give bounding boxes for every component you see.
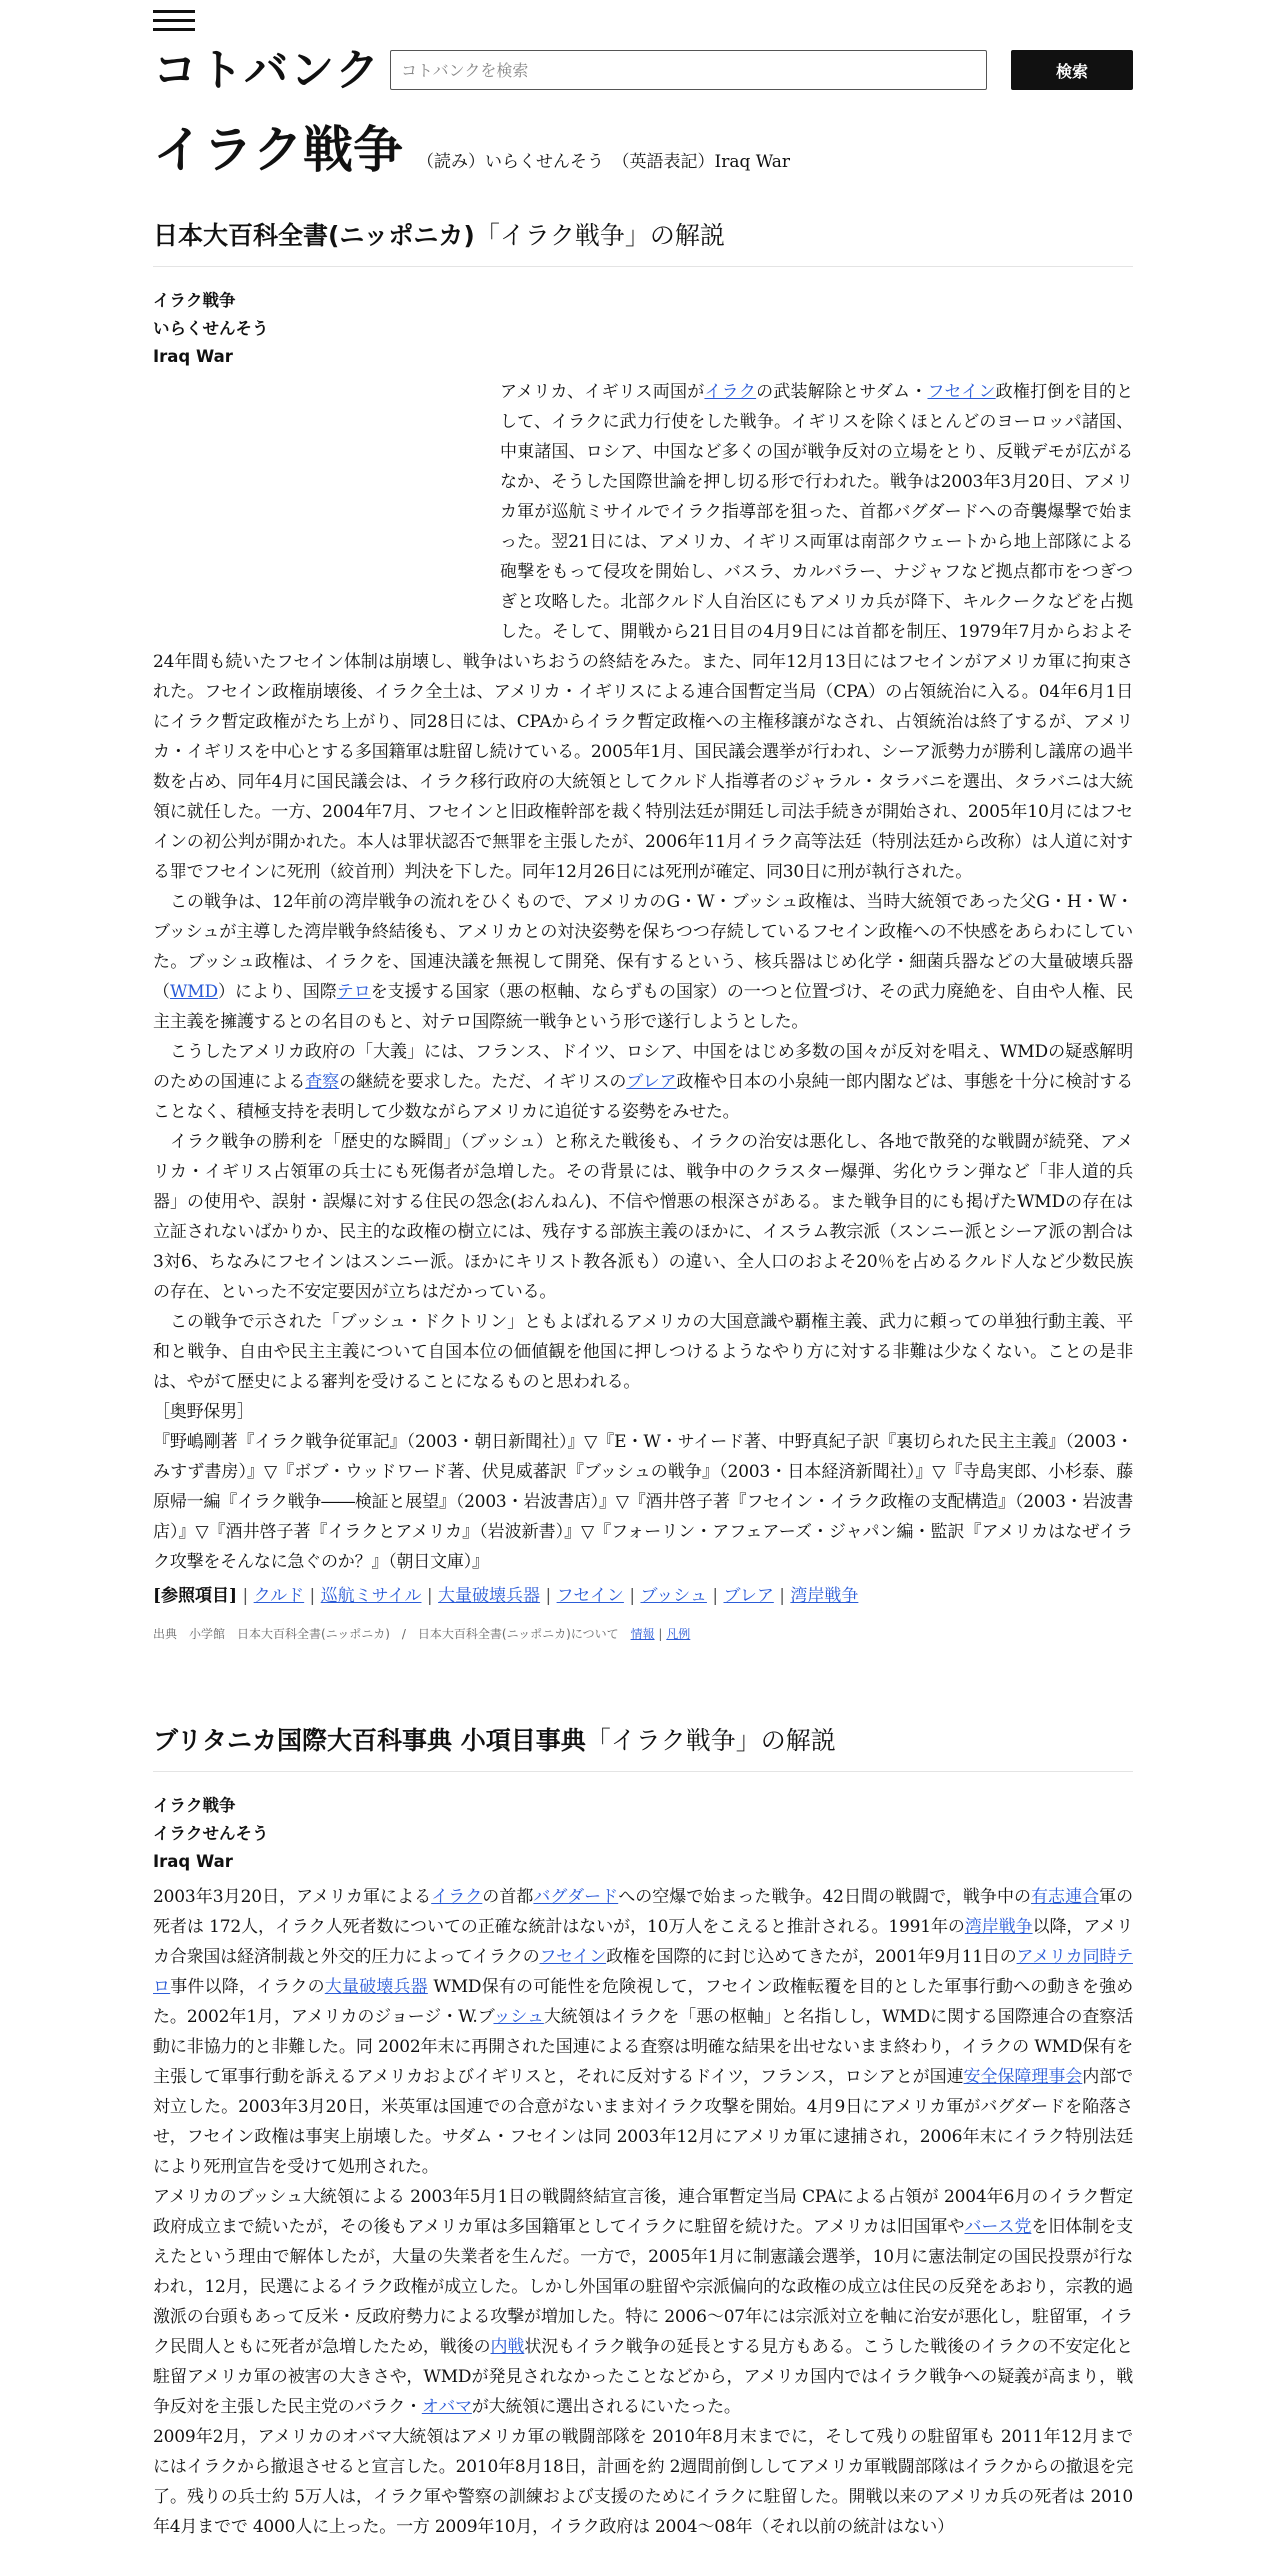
inline-link[interactable]: 査察 xyxy=(305,1072,340,1092)
link-separator: | xyxy=(242,1586,254,1606)
inline-link[interactable]: 内戦 xyxy=(490,2337,525,2357)
link-separator: | xyxy=(623,1586,641,1606)
entry-heading-line: イラク戦争 xyxy=(153,1796,236,1815)
text-run: 軍の死者は 172人，イラク人死者数についての正確な統計はないが，10万人をこえると推計される。1991年の xyxy=(153,1887,1133,1937)
text-run: 以降，アメリカ合衆国は経済制裁と外交的圧力によってイラクの xyxy=(153,1917,1133,1967)
related-item-link[interactable]: フセイン xyxy=(556,1586,624,1606)
text-run: 2003年3月20日，アメリカ軍による xyxy=(153,1887,432,1907)
text-run: この戦争は、12年前の湾岸戦争の流れをひくもので、アメリカのG・W・ブッシュ政権は、当時大統領であった父G・H・W・ブッシュが主導した湾岸戦争終結後も、アメリカとの対決姿勢を保ちつつ存続しているフセイン政権への不快感をあらわにしていた。ブッシュ政権は、イラクを、国連決議を無視して開発、保有するという、核兵器はじめ化学・細菌兵器などの大量破壊兵器（ xyxy=(153,892,1133,1002)
text-run: こうしたアメリカ政府の「大義」には、フランス、ドイツ、ロシア、中国をはじめ多数の国々が反対を唱え、WMDの疑惑解明のための国連による xyxy=(153,1042,1133,1092)
paragraph xyxy=(153,2182,1133,2422)
related-item-link[interactable]: クルド xyxy=(253,1586,305,1606)
related-items xyxy=(153,1581,1133,1611)
inline-link[interactable]: アメリカ同時テロ xyxy=(153,1947,1133,1997)
text-run: この戦争で示された「ブッシュ・ドクトリン」ともよばれるアメリカの大国意識や覇権主義、武力に頼っての単独行動主義、平和と戦争、自由や民主主義について自国本位の価値観を他国に押しつけるようなやり方に対する非難は少なくない。ことの是非は、やがて歴史による審判を受けることになるものと思われる。 xyxy=(153,1312,1133,1392)
text-run: 政権を国際的に封じ込めてきたが，2001年9月11日の xyxy=(606,1947,1017,1967)
source-text: 出典 小学館 日本大百科全書(ニッポニカ) / 日本大百科全書(ニッポニカ)について xyxy=(153,1627,631,1641)
paragraph xyxy=(153,2422,1133,2542)
link-separator: | xyxy=(304,1586,321,1606)
text-run: 大統領はイラクを「悪の枢軸」と名指しし，WMDに関する国際連合の査察活動に非協力的と非難した。同 2002年末に再開された国連による査察は明確な結果を出せないまま終わり，イラクの WMD保有を主張して軍事行動を訴えるアメリカおよびイギリスと，それに反対するドイツ，フランス，ロシアとが国連 xyxy=(153,2007,1133,2087)
paragraph xyxy=(153,1307,1133,1397)
related-items-label: [参照項目] xyxy=(153,1586,238,1606)
text-run: 政権打倒を目的として、イラクに武力行使をした戦争。イギリスを除くほとんどのヨーロッパ諸国、中東諸国、ロシア、中国など多くの国が戦争反対の立場をとり、反戦デモが広がるなか、そうした国際世論を押し切る形で行われた。戦争は2003年3月20日、アメリカ軍が巡航ミサイルでイラク指導部を狙った、首都バグダードへの奇襲爆撃で始まった。翌21日には、アメリカ、イギリス両軍は南部クウェートから地上部隊による砲撃をもって侵攻を開始し、バスラ、カルバラー、ナジャフなど拠点都市をつぎつぎと攻略した。北部クルド人自治区にもアメリカ兵が降下、キルクークなどを占拠した。そして、開戦から21日目の4月9日には首都を制圧、1979年7月からおよそ24年間も続いたフセイン体制は崩壊し、戦争はいちおうの終結をみた。また、同年12月13日にはフセインがアメリカ軍に拘束された。フセイン政権崩壊後、イラク全土は、アメリカ・イギリスによる連合国暫定当局（CPA）の占領統治に入る。04年6月1日にイラク暫定政権がたち上がり、同28日には、CPAからイラク暫定政権への主権移譲がなされ、占領統治は終了するが、アメリカ・イギリスを中心とする多国籍軍は駐留し続けている。2005年1月、国民議会選挙が行われ、シーア派勢力が勝利し議席の過半数を占め、同年4月に国民議会は、イラク移行政府の大統領としてクルド人指導者のジャラル・タラバニを選出、タラバニは大統領に就任した。一方、2004年7月、フセインと旧政権幹部を裁く特別法廷が開廷し司法手続きが開始され、2005年10月にはフセインの初公判が開かれた。本人は罪状認否で無罪を主張したが、2006年11月イラク高等法廷（特別法廷から改称）は人道に対する罪でフセインに死刑（絞首刑）判決を下した。同年12月26日には死刑が確定、同30日に刑が執行された。 xyxy=(153,382,1134,882)
inline-link[interactable]: イラク xyxy=(704,382,757,402)
section-title-source: ブリタニカ国際大百科事典 小項目事典 xyxy=(153,1726,586,1755)
text-run: 事件以降，イラクの xyxy=(170,1977,325,1997)
text-run: の武装解除とサダム・ xyxy=(756,382,928,402)
entry-heading-line: Iraq War xyxy=(153,347,233,366)
related-item-link[interactable]: ブッシュ xyxy=(640,1586,707,1606)
inline-link[interactable]: WMD xyxy=(169,982,218,1002)
search-button[interactable]: 検索 xyxy=(1011,50,1133,90)
divider xyxy=(153,266,1133,267)
inline-link[interactable]: ブレア xyxy=(626,1072,677,1092)
inline-link[interactable]: バグダード xyxy=(533,1887,619,1907)
text-run: ）により、国際 xyxy=(217,982,337,1002)
entry-heading-line: いらくせんそう xyxy=(153,319,269,338)
text-run: 政権や日本の小泉純一郎内閣などは、事態を十分に検討することなく、積極支持を表明して少数ながらアメリカに追従する姿勢をみせた。 xyxy=(153,1072,1134,1122)
section-title xyxy=(153,218,1133,254)
related-links xyxy=(243,1586,859,1606)
text-run: 2009年2月，アメリカのオバマ大統領はアメリカ軍の戦闘部隊を 2010年8月末までに，そして残りの駐留軍も 2011年12月までにはイラクから撤退させると宣言した。2010年8月18日，計画を約 2週間前倒ししてアメリカ軍戦闘部隊はイラクからの撤退を完了。残りの兵士約 5万人は，イラク軍や警察の訓練および支援のためにイラクに駐留した。開戦以来のアメリカ兵の死者は 2010年4月までで 4000人に上った。一方 2009年10月，イラク政府は 2004～08年（それ以前の統計はない） xyxy=(153,2427,1133,2537)
divider xyxy=(153,1771,1133,1772)
text-run: の継続を要求した。ただ、イギリスの xyxy=(339,1072,627,1092)
text-run: 内部で対立した。2003年3月20日，米英軍は国連での合意がないまま対イラク攻撃を開始。4月9日にアメリカ軍がバグダードを陥落させ，フセイン政権は事実上崩壊した。サダム・フセインは同 2003年12月にアメリカ軍に逮捕され，2006年末にイラク特別法廷により死刑宣告を受けて処刑された。 xyxy=(153,2067,1134,2177)
search-input[interactable] xyxy=(390,50,987,90)
page-reading: （読み）いらくせんそう （英語表記）Iraq War xyxy=(417,152,791,172)
text-run: を旧体制を支えたという理由で解体したが，大量の失業者を生んだ。一方で，2005年1月に制憲議会選挙，10月に憲法制定の国民投票が行なわれ，12月，民選によるイラク政権が成立した。しかし外国軍の駐留や宗派偏向的な政権の成立は住民の反発をあおり，宗教的過激派の台頭もあって反米・反政府勢力による攻撃が増加した。特に 2006～07年には宗派対立を軸に治安が悪化し，駐留軍，イラク民間人ともに死者が急増したため，戦後の xyxy=(153,2217,1133,2357)
link-separator: | xyxy=(706,1586,724,1606)
inline-link[interactable]: フセイン xyxy=(927,382,996,402)
site-logo[interactable]: コトバンク xyxy=(153,45,382,96)
text-run: が大統領に選出されるにいたった。 xyxy=(471,2397,741,2417)
inline-link[interactable]: 有志連合 xyxy=(1031,1887,1100,1907)
text-run: を支援する国家（悪の枢軸、ならずもの国家）の一つと位置づけ、その武力廃絶を、自由や人権、民主主義を擁護するとの名目のもと、対テロ国際統一戦争という形で遂行しようとした。 xyxy=(153,982,1133,1032)
related-item-link[interactable]: ブレア xyxy=(723,1586,774,1606)
inline-link[interactable]: 湾岸戦争 xyxy=(964,1917,1033,1937)
related-item-link[interactable]: 湾岸戦争 xyxy=(790,1586,859,1606)
inline-link[interactable]: ッシュ xyxy=(493,2007,544,2027)
related-item-link[interactable]: 大量破壊兵器 xyxy=(438,1586,541,1606)
entry-body xyxy=(153,377,1133,1577)
paragraph xyxy=(153,1127,1133,1307)
bibliography: 『野嶋剛著『イラク戦争従軍記』（2003・朝日新聞社）』▽『E・W・サイード著、中野真紀子訳『裏切られた民主主義』（2003・みすず書房）』▽『ボブ・ウッドワード著、伏見威蕃訳『ブッシュの戦争』（2003・日本経済新聞社）』▽『寺島実郎、小杉泰、藤原帰一編『イラク戦争――検証と展望』（2003・岩波書店）』▽『酒井啓子著『フセイン・イラク政権の支配構造』（2003・岩波書店）』▽『酒井啓子著『イラクとアメリカ』（岩波新書）』▽『フォーリン・アフェアーズ・ジャパン編・監訳『アメリカはなぜイラク攻撃をそんなに急ぐのか？』（朝日文庫）』 xyxy=(153,1432,1133,1572)
paragraph xyxy=(153,1037,1133,1127)
entry-heading xyxy=(153,1792,1133,1876)
text-run: アメリカのブッシュ大統領による 2003年5月1日の戦闘終結宣言後，連合軍暫定当局 CPAによる占領が 2004年6月のイラク暫定政府成立まで続いたが，その後もアメリカ軍は多国籍軍としてイラクに駐留を続けた。アメリカは旧国軍や xyxy=(153,2187,1133,2237)
source-line xyxy=(153,1625,1133,1642)
inline-link[interactable]: オバマ xyxy=(421,2397,472,2417)
entry-heading xyxy=(153,287,1133,371)
page-heading xyxy=(153,118,1133,182)
section-title-source: 日本大百科全書(ニッポニカ) xyxy=(153,221,475,250)
menu-icon[interactable] xyxy=(153,10,195,32)
source-info-link[interactable]: 情報 xyxy=(630,1627,655,1641)
link-separator: | xyxy=(421,1586,439,1606)
text-run: 状況もイラク戦争の延長とする見方もある。こうした戦後のイラクの不安定化と駐留アメリカ軍の被害の大きさや，WMDが発見されなかったことなどから，アメリカ国内ではイラク戦争への疑義が高まり，戦争反対を主張した民主党のバラク・ xyxy=(153,2337,1133,2417)
text-run: への空爆で始まった戦争。42日間の戦闘で，戦争中の xyxy=(618,1887,1032,1907)
inline-link[interactable]: 安全保障理事会 xyxy=(963,2067,1083,2087)
page-title: イラク戦争 xyxy=(153,121,403,179)
source-legend-link[interactable]: 凡例 xyxy=(666,1627,691,1641)
section-title-suffix: 「イラク戦争」の解説 xyxy=(585,1726,836,1755)
entry-heading-line: イラクせんそう xyxy=(153,1824,269,1843)
inline-link[interactable]: バース党 xyxy=(964,2217,1032,2237)
author-credit: ［奥野保男］ xyxy=(153,1402,254,1422)
paragraph xyxy=(153,887,1133,1037)
section-title-suffix: 「イラク戦争」の解説 xyxy=(474,221,725,250)
inline-link[interactable]: イラク xyxy=(431,1887,483,1907)
inline-link[interactable]: テロ xyxy=(336,982,371,1002)
related-item-link[interactable]: 巡航ミサイル xyxy=(320,1586,422,1606)
inline-link[interactable]: 大量破壊兵器 xyxy=(324,1977,428,1997)
text-run: イラク戦争の勝利を「歴史的な瞬間」（ブッシュ）と称えた戦後も、イラクの治安は悪化し、各地で散発的な戦闘が続発、アメリカ・イギリス占領軍の兵士にも死傷者が急増した。その背景には、戦争中のクラスター爆弾、劣化ウラン弾など「非人道的兵器」の使用や、誤射・誤爆に対する住民の怨念(おんねん)、不信や憎悪の根深さがある。また戦争目的にも掲げたWMDの存在は立証されないばかりか、民主的な政権の樹立には、残存する部族主義のほかに、イスラム教宗派（スンニー派とシーア派の割合は3対6、ちなみにフセインはスンニー派。ほかにキリスト教各派も）の違い、全人口のおよそ20％を占めるクルド人など少数民族の存在、といった不安定要因が立ちはだかっている。 xyxy=(153,1132,1133,1302)
text-run: アメリカ、イギリス両国が xyxy=(500,382,705,402)
section-title xyxy=(153,1723,1133,1759)
britannica-section xyxy=(153,1723,1133,2542)
source-divider: | xyxy=(654,1627,667,1641)
link-separator: | xyxy=(540,1586,557,1606)
entry-heading-line: イラク戦争 xyxy=(153,291,236,310)
entry-body xyxy=(153,1882,1133,2542)
text-run: WMD保有の可能性を危険視して，フセイン政権転覆を目的とした軍事行動への動きを強めた。2002年1月，アメリカのジョージ・W.ブ xyxy=(153,1977,1133,2027)
nipponica-section xyxy=(153,218,1133,1642)
text-run: の首都 xyxy=(482,1887,534,1907)
paragraph xyxy=(153,1882,1133,2182)
link-separator: | xyxy=(773,1586,791,1606)
entry-heading-line: Iraq War xyxy=(153,1852,233,1871)
inline-link[interactable]: フセイン xyxy=(539,1947,607,1967)
